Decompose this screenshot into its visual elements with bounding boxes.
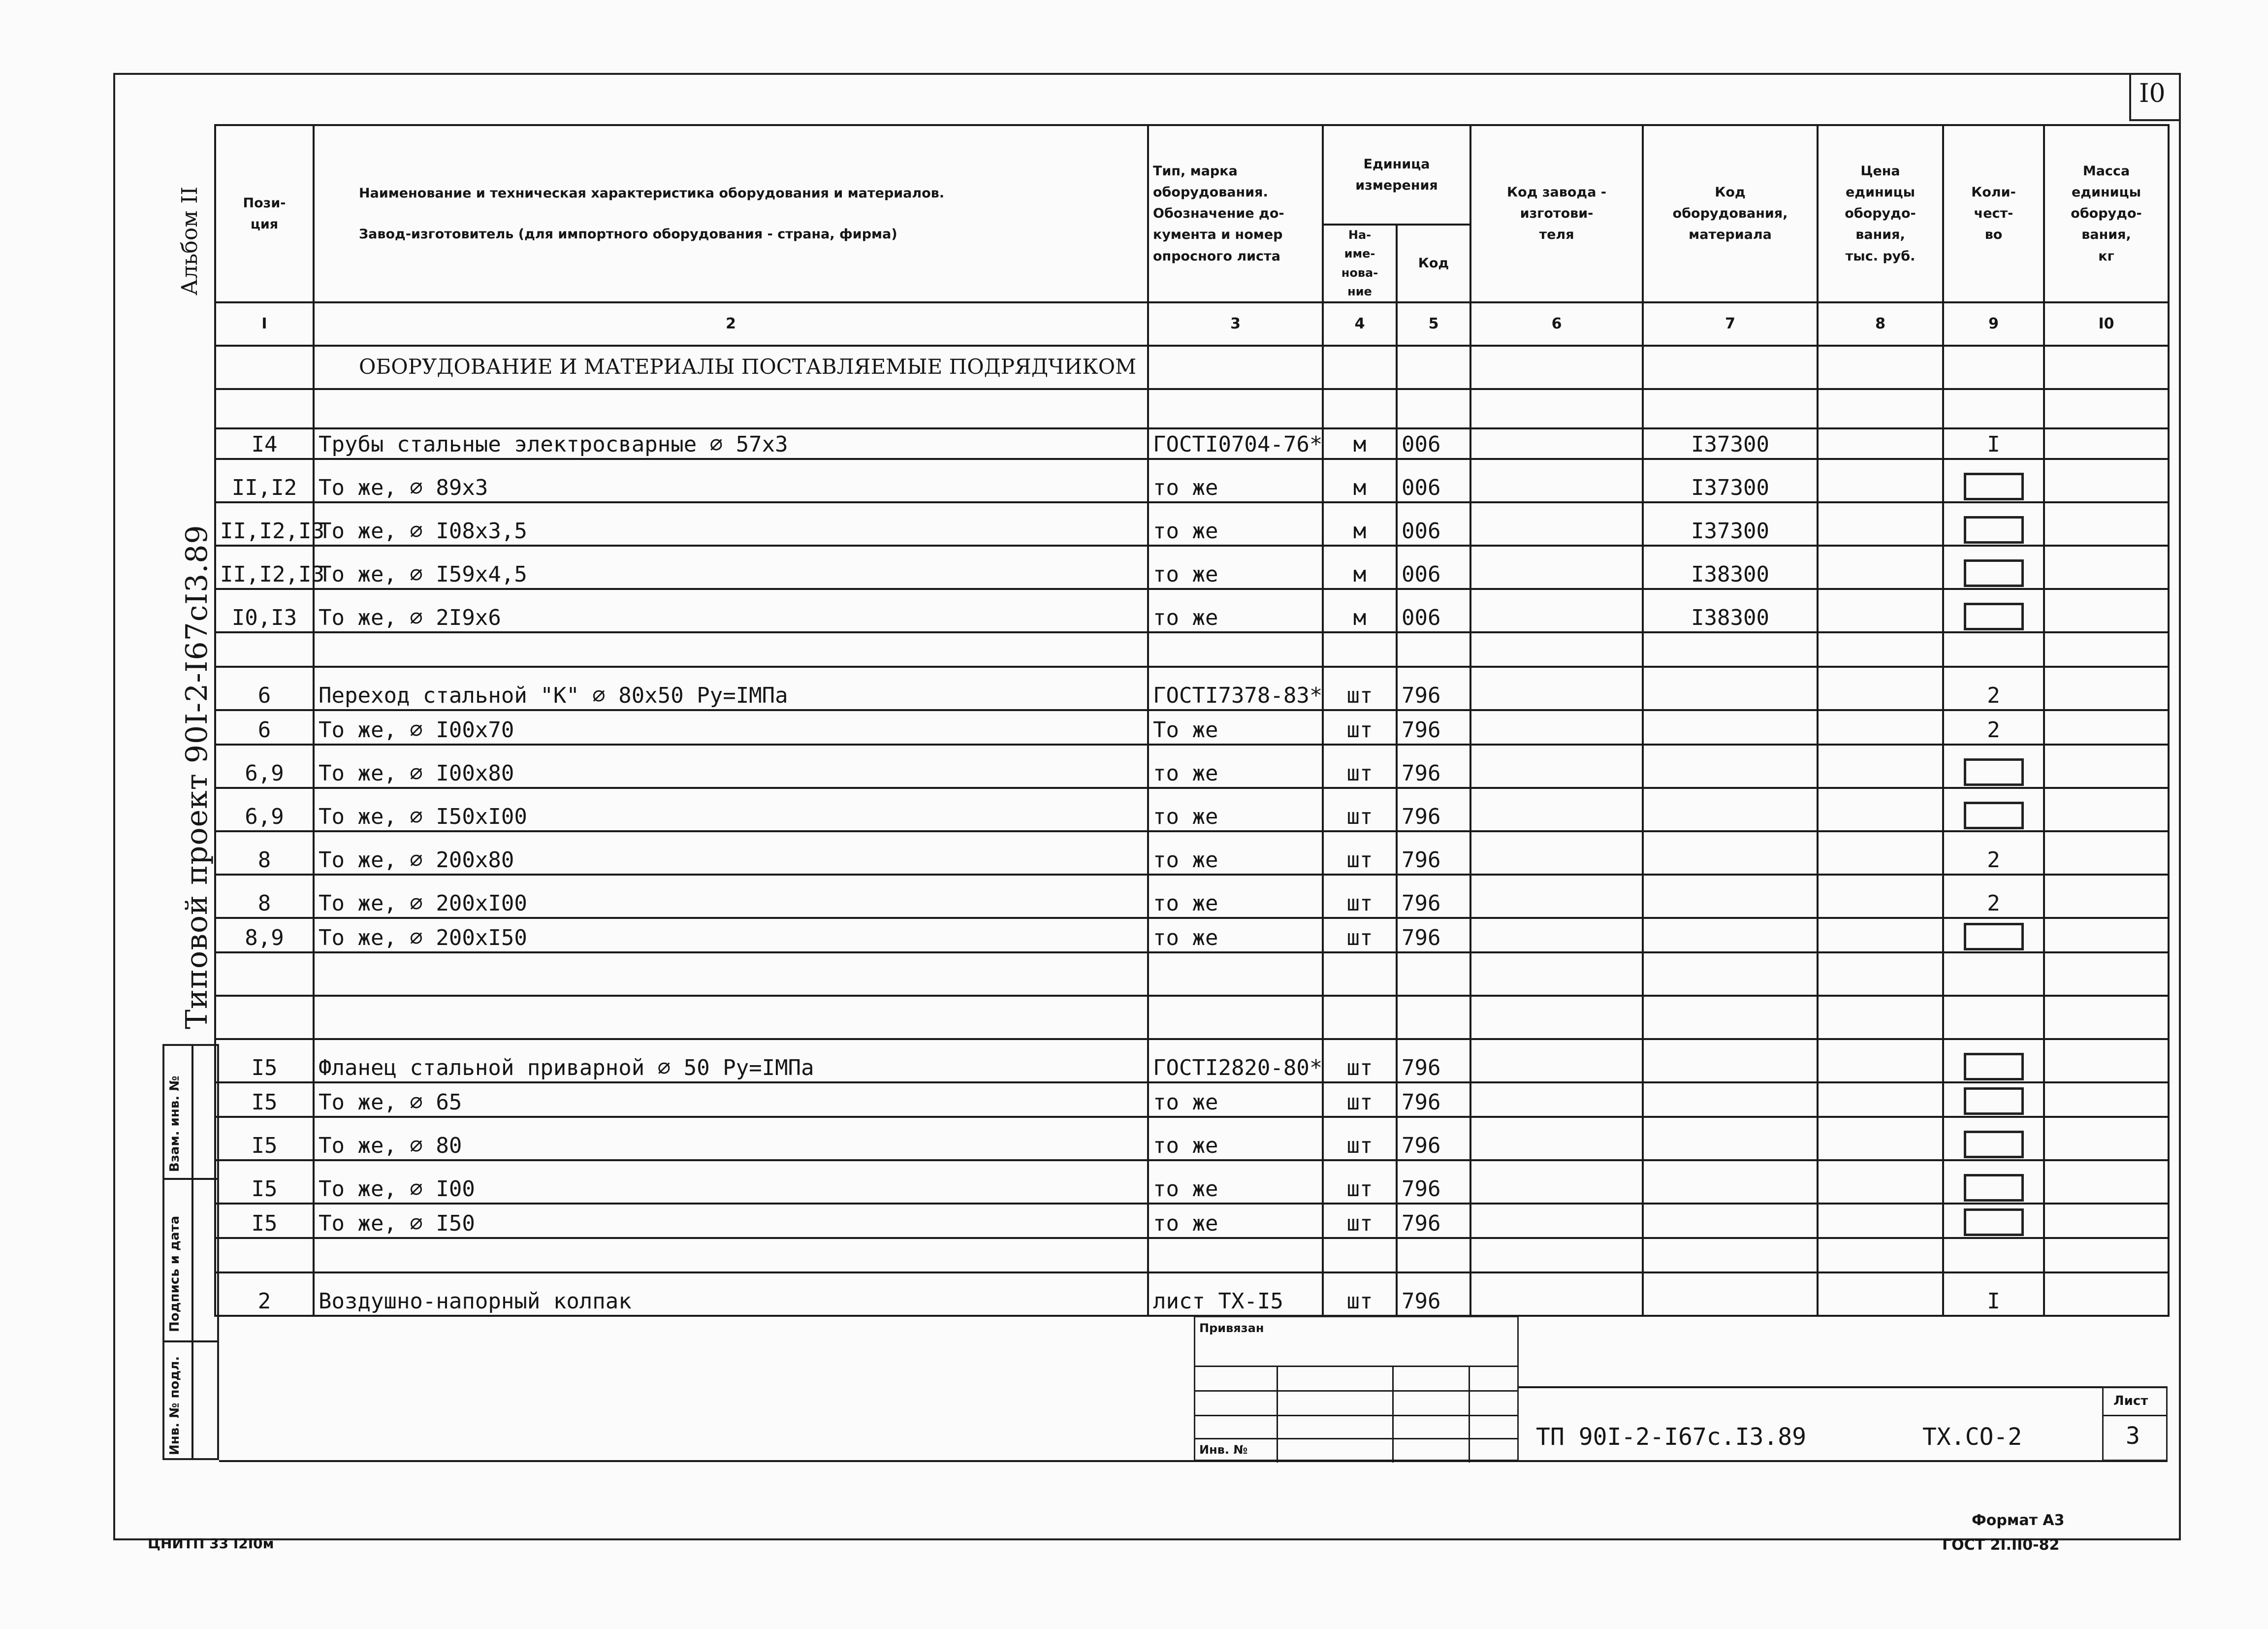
row-unit-code: 006 [1397, 589, 1470, 632]
row-qty [1943, 952, 2044, 996]
row-equip-code [1643, 710, 1818, 745]
table-row [215, 589, 2169, 632]
row-mass [2044, 667, 2169, 710]
row-type [1148, 952, 1323, 996]
row-position [215, 1238, 314, 1272]
row-qty [1943, 546, 2044, 589]
row-equip-code [1643, 667, 1818, 710]
table-row [215, 788, 2169, 831]
row-type: то же [1148, 502, 1323, 546]
row-price [1818, 546, 1943, 589]
section-title: ОБОРУДОВАНИЕ И МАТЕРИАЛЫ ПОСТАВЛЯЕМЫЕ ПОДРЯДЧИКОМ [314, 346, 1148, 389]
row-plant-code [1470, 632, 1643, 667]
row-type: ГОСТI0704-76* [1148, 428, 1323, 459]
row-plant-code [1470, 1272, 1643, 1316]
table-row [215, 745, 2169, 788]
row-unit: м [1323, 459, 1397, 502]
row-unit-code [1397, 952, 1470, 996]
header-qty: Коли- чест- во [1943, 125, 2044, 302]
col-num: I [215, 302, 314, 346]
row-name: То же, ∅ 2I9х6 [314, 589, 1148, 632]
row-position: I5 [215, 1117, 314, 1160]
row-unit [1323, 996, 1397, 1039]
row-unit-code: 796 [1397, 1039, 1470, 1082]
row-name: То же, ∅ 65 [314, 1082, 1148, 1117]
row-plant-code [1470, 667, 1643, 710]
row-equip-code [1643, 632, 1818, 667]
row-mass [2044, 918, 2169, 952]
row-position: 6,9 [215, 745, 314, 788]
col-num: 3 [1148, 302, 1323, 346]
document-code: ТП 90I-2-I67с.I3.89 [1536, 1423, 1807, 1451]
album-label: Альбом II [177, 186, 202, 295]
row-price [1818, 918, 1943, 952]
row-mass [2044, 1272, 2169, 1316]
col-num: I0 [2044, 302, 2169, 346]
row-mass [2044, 632, 2169, 667]
row-unit: шт [1323, 1039, 1397, 1082]
format-label: Формат А3 [1972, 1512, 2065, 1529]
row-position: 2 [215, 1272, 314, 1316]
header-plant-code: Код завода - изготови- теля [1470, 125, 1643, 302]
row-mass [2044, 710, 2169, 745]
row-position: I4 [215, 428, 314, 459]
table-row [215, 875, 2169, 918]
col-num: 4 [1323, 302, 1397, 346]
row-equip-code [1643, 1117, 1818, 1160]
qty-box [1964, 802, 2024, 829]
row-unit: шт [1323, 875, 1397, 918]
header-position: Пози- ция [215, 125, 314, 302]
row-type: то же [1148, 546, 1323, 589]
row-price [1818, 428, 1943, 459]
row-name: То же, ∅ I59х4,5 [314, 546, 1148, 589]
row-plant-code [1470, 918, 1643, 952]
row-name: То же, ∅ 89х3 [314, 459, 1148, 502]
row-position: I5 [215, 1204, 314, 1238]
row-price [1818, 1238, 1943, 1272]
row-mass [2044, 1160, 2169, 1204]
col-num: 5 [1397, 302, 1470, 346]
sheet-label: Лист [2113, 1394, 2148, 1408]
row-position [215, 952, 314, 996]
row-position: I5 [215, 1039, 314, 1082]
col-num: 7 [1643, 302, 1818, 346]
row-unit: м [1323, 589, 1397, 632]
row-price [1818, 502, 1943, 546]
row-price [1818, 1039, 1943, 1082]
row-unit-code: 796 [1397, 1082, 1470, 1117]
row-unit: шт [1323, 1082, 1397, 1117]
row-unit: шт [1323, 1204, 1397, 1238]
row-mass [2044, 546, 2169, 589]
row-mass [2044, 589, 2169, 632]
table-row [215, 1160, 2169, 1204]
row-name: То же, ∅ 200хI50 [314, 918, 1148, 952]
row-plant-code [1470, 875, 1643, 918]
row-price [1818, 1272, 1943, 1316]
row-mass [2044, 1082, 2169, 1117]
qty-box [1964, 1208, 2024, 1236]
row-position: I5 [215, 1082, 314, 1117]
table-row [215, 831, 2169, 875]
col-num: 2 [314, 302, 1148, 346]
row-name [314, 1238, 1148, 1272]
row-unit-code [1397, 996, 1470, 1039]
row-price [1818, 1204, 1943, 1238]
row-type [1148, 1238, 1323, 1272]
attached-label: Привязан [1199, 1321, 1264, 1335]
row-price [1818, 952, 1943, 996]
row-position: 6,9 [215, 788, 314, 831]
row-unit-code [1397, 1238, 1470, 1272]
table-row [215, 1117, 2169, 1160]
row-position [215, 632, 314, 667]
row-mass [2044, 875, 2169, 918]
row-qty [1943, 459, 2044, 502]
specification-table [214, 124, 2170, 1317]
row-unit-code: 796 [1397, 918, 1470, 952]
section-row [215, 346, 2169, 389]
attachment-stamp [1194, 1316, 1519, 1461]
row-name: То же, ∅ 200х80 [314, 831, 1148, 875]
row-name [314, 952, 1148, 996]
row-equip-code [1643, 831, 1818, 875]
row-name: То же, ∅ 80 [314, 1117, 1148, 1160]
row-qty: 2 [1943, 710, 2044, 745]
qty-box [1964, 516, 2024, 544]
row-position: II,I2,I3 [215, 502, 314, 546]
row-plant-code [1470, 1238, 1643, 1272]
row-qty [1943, 788, 2044, 831]
stamp-inv-orig: Инв. № подл. [167, 1356, 182, 1455]
row-price [1818, 996, 1943, 1039]
row-qty: I [1943, 428, 2044, 459]
table-row [215, 502, 2169, 546]
row-plant-code [1470, 459, 1643, 502]
row-equip-code: I37300 [1643, 428, 1818, 459]
row-unit: шт [1323, 788, 1397, 831]
row-name: То же, ∅ I50 [314, 1204, 1148, 1238]
row-name: То же, ∅ I08х3,5 [314, 502, 1148, 546]
row-equip-code [1643, 1204, 1818, 1238]
row-plant-code [1470, 831, 1643, 875]
row-type: то же [1148, 589, 1323, 632]
row-mass [2044, 1238, 2169, 1272]
row-mass [2044, 831, 2169, 875]
row-plant-code [1470, 952, 1643, 996]
row-plant-code [1470, 502, 1643, 546]
row-price [1818, 459, 1943, 502]
row-plant-code [1470, 428, 1643, 459]
row-unit-code: 006 [1397, 502, 1470, 546]
row-qty: 2 [1943, 831, 2044, 875]
row-plant-code [1470, 710, 1643, 745]
row-qty [1943, 589, 2044, 632]
row-position: 8 [215, 875, 314, 918]
row-plant-code [1470, 1117, 1643, 1160]
row-unit-code: 796 [1397, 788, 1470, 831]
row-unit-code: 006 [1397, 428, 1470, 459]
row-equip-code [1643, 788, 1818, 831]
row-type: то же [1148, 459, 1323, 502]
row-unit-code: 796 [1397, 667, 1470, 710]
table-row [215, 996, 2169, 1039]
row-mass [2044, 745, 2169, 788]
sheet-corner-number: I0 [2139, 79, 2166, 108]
table-row [215, 459, 2169, 502]
header-mass: Масса единицы оборудо- вания, кг [2044, 125, 2169, 302]
row-position [215, 996, 314, 1039]
row-type: ГОСТI7378-83* [1148, 667, 1323, 710]
row-equip-code [1643, 1160, 1818, 1204]
row-unit [1323, 952, 1397, 996]
qty-box [1964, 1087, 2024, 1115]
row-qty [1943, 1082, 2044, 1117]
row-type: лист ТХ-I5 [1148, 1272, 1323, 1316]
printer-label: ЦНИТП 33 I2I0м [148, 1535, 274, 1552]
row-unit-code: 796 [1397, 1204, 1470, 1238]
row-qty [1943, 1117, 2044, 1160]
header-unit-name: На- име- нова- ние [1323, 225, 1397, 302]
row-plant-code [1470, 1204, 1643, 1238]
row-price [1818, 1117, 1943, 1160]
header-unit: Единица измерения [1323, 125, 1470, 225]
row-qty [1943, 1160, 2044, 1204]
row-type: то же [1148, 1204, 1323, 1238]
row-name [314, 996, 1148, 1039]
row-unit: шт [1323, 918, 1397, 952]
row-price [1818, 788, 1943, 831]
row-name: Трубы стальные электросварные ∅ 57х3 [314, 428, 1148, 459]
qty-box [1964, 559, 2024, 587]
row-unit-code: 796 [1397, 710, 1470, 745]
row-qty: I [1943, 1272, 2044, 1316]
col-num: 8 [1818, 302, 1943, 346]
row-name: То же, ∅ I00 [314, 1160, 1148, 1204]
row-type: то же [1148, 1160, 1323, 1204]
row-name: Переход стальной "К" ∅ 80х50 Ру=IМПа [314, 667, 1148, 710]
project-label: Типовой проект 90I-2-I67cI3.89 [180, 524, 214, 1029]
row-type: то же [1148, 1117, 1323, 1160]
row-type: то же [1148, 875, 1323, 918]
row-type: То же [1148, 710, 1323, 745]
row-plant-code [1470, 1082, 1643, 1117]
table-row [215, 1039, 2169, 1082]
row-unit: шт [1323, 710, 1397, 745]
row-unit-code: 796 [1397, 875, 1470, 918]
row-price [1818, 710, 1943, 745]
row-plant-code [1470, 996, 1643, 1039]
row-position: 6 [215, 710, 314, 745]
row-name: Воздушно-напорный колпак [314, 1272, 1148, 1316]
row-qty: 2 [1943, 667, 2044, 710]
header-unit-code: Код [1397, 225, 1470, 302]
row-price [1818, 589, 1943, 632]
row-plant-code [1470, 1039, 1643, 1082]
table-row [215, 546, 2169, 589]
row-equip-code [1643, 918, 1818, 952]
row-mass [2044, 1117, 2169, 1160]
row-price [1818, 1160, 1943, 1204]
row-equip-code [1643, 1039, 1818, 1082]
row-type [1148, 632, 1323, 667]
qty-box [1964, 923, 2024, 950]
header-equip-code: Код оборудования, материала [1643, 125, 1818, 302]
row-unit-code: 006 [1397, 459, 1470, 502]
table-row [215, 1204, 2169, 1238]
row-type: то же [1148, 918, 1323, 952]
sheet-code: ТХ.СО-2 [1922, 1423, 2022, 1451]
row-price [1818, 632, 1943, 667]
row-mass [2044, 459, 2169, 502]
stamp-replace-inv: Взам. инв. № [167, 1075, 182, 1172]
table-row [215, 428, 2169, 459]
row-equip-code: I38300 [1643, 546, 1818, 589]
row-equip-code [1643, 1082, 1818, 1117]
row-unit [1323, 632, 1397, 667]
row-unit: шт [1323, 831, 1397, 875]
row-unit: шт [1323, 1160, 1397, 1204]
col-num: 6 [1470, 302, 1643, 346]
stamp-signature-date: Подпись и дата [167, 1215, 182, 1332]
gost-label: ГОСТ 2I.II0-82 [1942, 1536, 2060, 1554]
row-plant-code [1470, 1160, 1643, 1204]
row-position: 8 [215, 831, 314, 875]
row-unit: шт [1323, 667, 1397, 710]
row-name: Фланец стальной приварной ∅ 50 Ру=IМПа [314, 1039, 1148, 1082]
row-unit: шт [1323, 1272, 1397, 1316]
row-mass [2044, 788, 2169, 831]
row-qty [1943, 502, 2044, 546]
row-plant-code [1470, 788, 1643, 831]
row-unit-code [1397, 632, 1470, 667]
sheet-box [2102, 1386, 2168, 1461]
row-unit: шт [1323, 745, 1397, 788]
row-equip-code [1643, 1238, 1818, 1272]
row-type: ГОСТI2820-80* [1148, 1039, 1323, 1082]
row-mass [2044, 1204, 2169, 1238]
header-name: Наименование и техническая характеристика оборудования и материалов. Завод-изготовитель (для импортного оборудования - страна, фирма) [314, 125, 1148, 302]
row-unit: м [1323, 502, 1397, 546]
header-price: Цена единицы оборудо- вания, тыс. руб. [1818, 125, 1943, 302]
inv-label: Инв. № [1199, 1443, 1248, 1457]
qty-box [1964, 603, 2024, 630]
row-price [1818, 875, 1943, 918]
row-price [1818, 1082, 1943, 1117]
table-row [215, 952, 2169, 996]
row-type: то же [1148, 788, 1323, 831]
row-name: То же, ∅ I50хI00 [314, 788, 1148, 831]
qty-box [1964, 1131, 2024, 1158]
row-type: то же [1148, 831, 1323, 875]
table-row [215, 1272, 2169, 1316]
row-mass [2044, 1039, 2169, 1082]
row-qty: 2 [1943, 875, 2044, 918]
row-name: То же, ∅ I00х80 [314, 745, 1148, 788]
row-price [1818, 831, 1943, 875]
row-price [1818, 745, 1943, 788]
row-type: то же [1148, 1082, 1323, 1117]
row-position: II,I2,I3 [215, 546, 314, 589]
row-unit-code: 796 [1397, 831, 1470, 875]
row-unit: м [1323, 428, 1397, 459]
qty-box [1964, 473, 2024, 500]
row-name [314, 632, 1148, 667]
row-qty [1943, 996, 2044, 1039]
row-mass [2044, 996, 2169, 1039]
table-row [215, 918, 2169, 952]
row-plant-code [1470, 745, 1643, 788]
row-unit-code: 796 [1397, 1272, 1470, 1316]
row-equip-code: I37300 [1643, 502, 1818, 546]
row-equip-code: I38300 [1643, 589, 1818, 632]
table-row [215, 667, 2169, 710]
row-position: I0,I3 [215, 589, 314, 632]
row-unit: шт [1323, 1117, 1397, 1160]
row-mass [2044, 428, 2169, 459]
row-equip-code [1643, 1272, 1818, 1316]
row-equip-code: I37300 [1643, 459, 1818, 502]
row-plant-code [1470, 546, 1643, 589]
row-unit [1323, 1238, 1397, 1272]
row-position: II,I2 [215, 459, 314, 502]
column-number-row [215, 302, 2169, 346]
row-plant-code [1470, 589, 1643, 632]
row-position: 6 [215, 667, 314, 710]
sheet-number: 3 [2126, 1422, 2140, 1450]
table-header-row [215, 125, 2169, 225]
row-equip-code [1643, 745, 1818, 788]
row-qty [1943, 1039, 2044, 1082]
row-position: I5 [215, 1160, 314, 1204]
row-equip-code [1643, 952, 1818, 996]
row-mass [2044, 952, 2169, 996]
row-qty [1943, 918, 2044, 952]
table-row [215, 1238, 2169, 1272]
row-position: 8,9 [215, 918, 314, 952]
col-num: 9 [1943, 302, 2044, 346]
row-price [1818, 667, 1943, 710]
row-type [1148, 996, 1323, 1039]
row-type: то же [1148, 745, 1323, 788]
row-mass [2044, 502, 2169, 546]
row-qty [1943, 745, 2044, 788]
row-unit-code: 796 [1397, 1160, 1470, 1204]
row-qty [1943, 1238, 2044, 1272]
header-type: Тип, марка оборудования. Обозначение до- кумента и номер опросного листа [1148, 125, 1323, 302]
row-unit-code: 796 [1397, 745, 1470, 788]
row-equip-code [1643, 875, 1818, 918]
row-equip-code [1643, 996, 1818, 1039]
qty-box [1964, 1053, 2024, 1080]
row-unit-code: 006 [1397, 546, 1470, 589]
row-qty [1943, 1204, 2044, 1238]
row-name: То же, ∅ 200хI00 [314, 875, 1148, 918]
qty-box [1964, 1174, 2024, 1202]
row-name: То же, ∅ I00х70 [314, 710, 1148, 745]
table-row [215, 710, 2169, 745]
row-unit-code: 796 [1397, 1117, 1470, 1160]
table-row [215, 1082, 2169, 1117]
table-row [215, 632, 2169, 667]
row-unit: м [1323, 546, 1397, 589]
qty-box [1964, 758, 2024, 786]
row-qty [1943, 632, 2044, 667]
